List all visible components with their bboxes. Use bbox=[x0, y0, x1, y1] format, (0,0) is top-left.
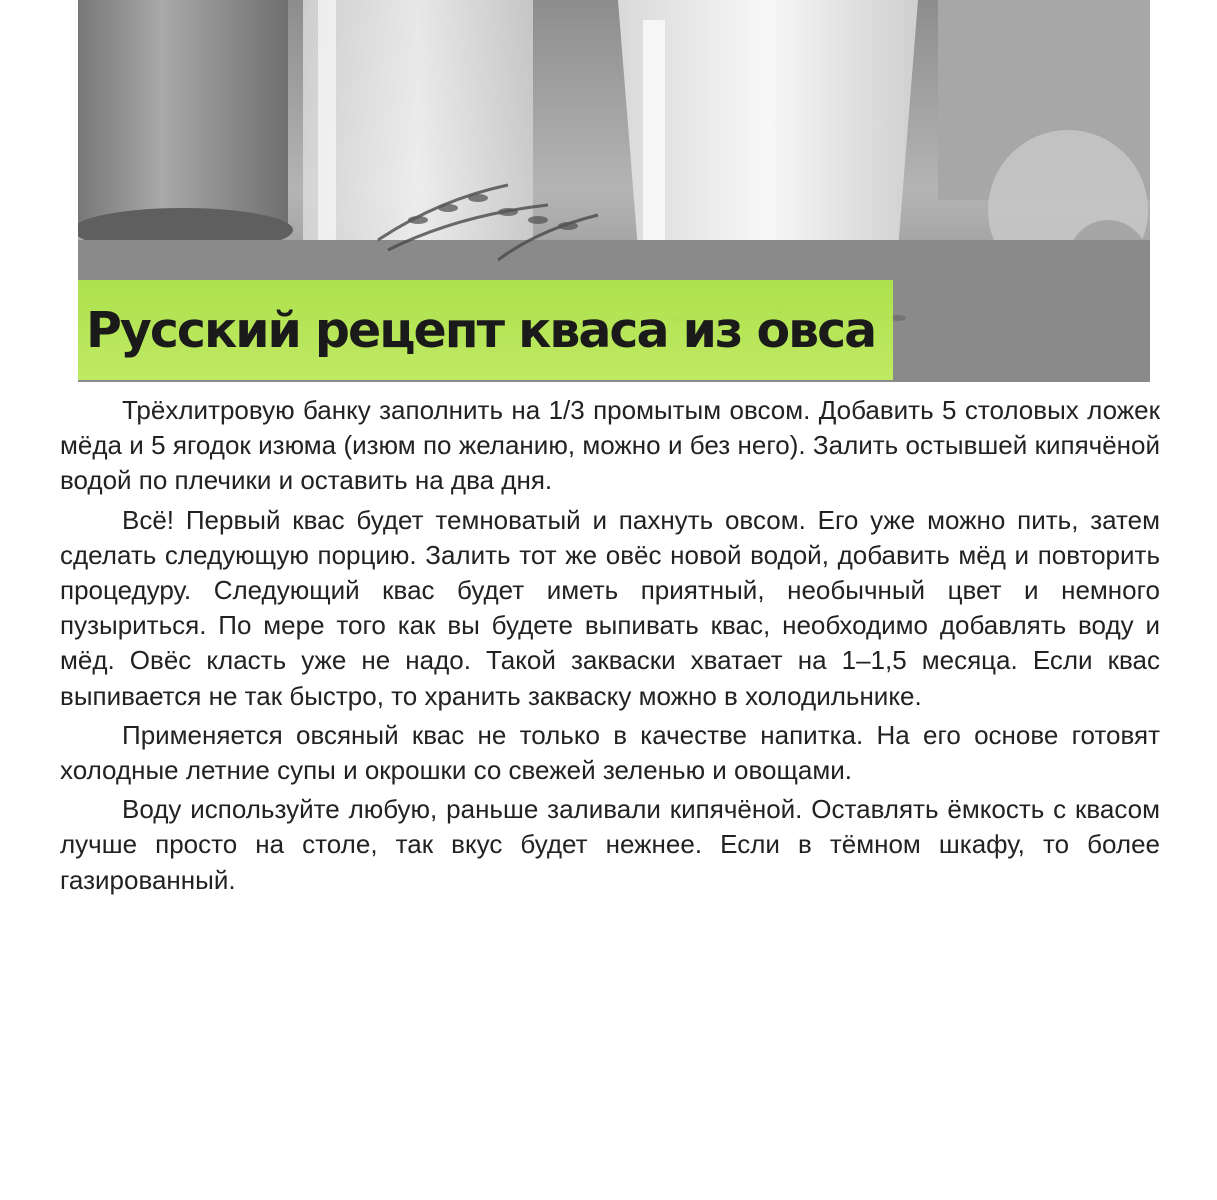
article-paragraph: Применяется овсяный квас не только в качестве напитка. На его основе готовят холодные летние супы и окрошки со свежей зеленью и овощами. bbox=[60, 719, 1160, 786]
article-paragraph: Трёхлитровую банку заполнить на 1/3 промытым овсом. Добавить 5 столовых ложек мёда и 5 ягодок изюма (изюм по желанию, можно и без него). Залить остывшей кипячёной водой по плечики и оставить на два дня. bbox=[60, 395, 1160, 496]
article-paragraph: Воду используйте любую, раньше заливали кипячёной. Оставлять ёмкость с квасом лучше просто на столе, так вкус будет нежнее. Если в тёмном шкафу, то более газированный. bbox=[60, 794, 1160, 895]
article-headline-band bbox=[78, 280, 893, 380]
article-body bbox=[60, 393, 1160, 902]
article-paragraph: Всё! Первый квас будет темноватый и пахнуть овсом. Его уже можно пить, затем сделать следующую порцию. Залить тот же овёс новой водой, добавить мёд и повторить процедуру. Следующий квас будет иметь приятный, необычный цвет и немного пузыриться. По мере того как вы будете выпивать квас, необходимо добавлять воду и мёд. Овёс класть уже не надо. Такой закваски хватает на 1–1,5 месяца. Если квас выпивается не так быстро, то хранить закваску можно в холодильнике. bbox=[60, 504, 1160, 711]
article-headline: Русский рецепт кваса из овса bbox=[86, 301, 876, 359]
